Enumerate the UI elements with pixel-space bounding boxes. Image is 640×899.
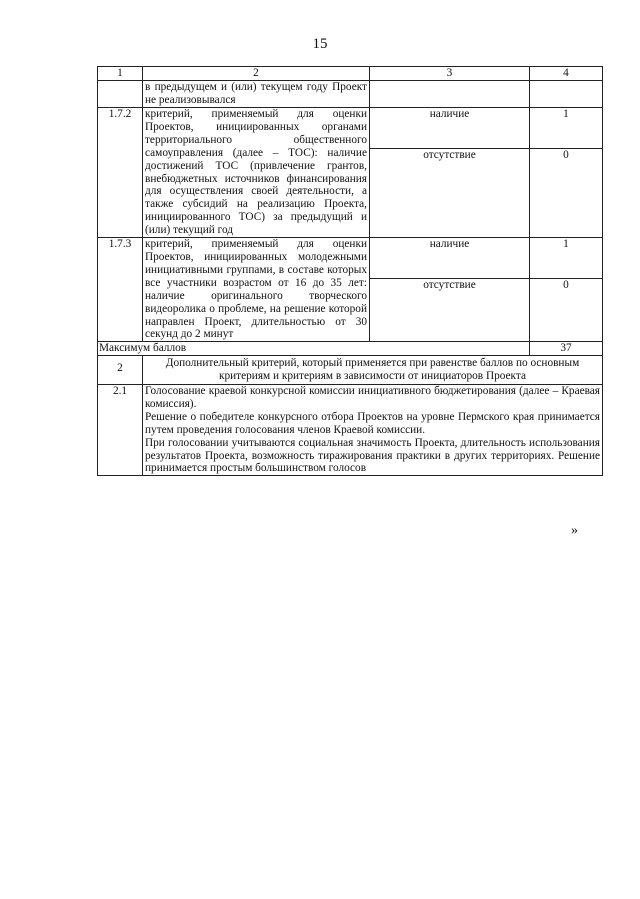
header-col-3: 3	[370, 67, 530, 81]
table-row-max-score	[98, 342, 603, 356]
voting-paragraph-2: Решение о победителе конкурсного отбора Проектов на уровне Пермского края принимается путем проведения голосования членов Краевой комиссии.	[145, 410, 600, 436]
criterion-number: 1.7.3	[98, 238, 143, 342]
criterion-number: 2.1	[98, 385, 143, 476]
cell-empty	[530, 81, 603, 108]
table-row-1-7-3	[98, 238, 603, 279]
header-col-4: 4	[530, 67, 603, 81]
score-present: 1	[530, 108, 603, 149]
table-row-2	[98, 356, 603, 385]
score-absent: 0	[530, 279, 603, 342]
additional-criterion-text: Дополнительный критерий, который применяется при равенстве баллов по основным критериям и критериям в зависимости от инициаторов Проекта	[143, 356, 603, 385]
voting-paragraph-1: Голосование краевой конкурсной комиссии инициативного бюджетирования (далее – Краевая комиссия).	[145, 385, 600, 410]
option-present: наличие	[370, 108, 530, 149]
max-score-label: Максимум баллов	[98, 342, 530, 356]
cell-empty	[370, 81, 530, 108]
criterion-number: 2	[98, 356, 143, 385]
header-col-2: 2	[143, 67, 370, 81]
criterion-text: критерий, применяемый для оценки Проектов, инициированных молодежными инициативными группами, в составе которых все участники возрастом от 16 до 35 лет: наличие оригинального творческого видеоролика о проблеме, на решение которой направлен Проект, длительностью от 30 секунд до 2 минут	[143, 238, 370, 342]
criterion-number: 1.7.2	[98, 108, 143, 238]
option-absent: отсутствие	[370, 149, 530, 238]
cell-empty	[98, 81, 143, 108]
max-score-value: 37	[530, 342, 603, 356]
header-col-1: 1	[98, 67, 143, 81]
continuation-text: в предыдущем и (или) текущем году Проект не реализовывался	[143, 81, 370, 108]
option-absent: отсутствие	[370, 279, 530, 342]
voting-description	[143, 385, 603, 476]
table-header-row	[98, 67, 603, 81]
voting-paragraph-3: При голосовании учитываются социальная значимость Проекта, длительность использования результатов Проекта, возможность тиражирования практики в других территориях. Решение принимается простым большинством голосов	[145, 436, 600, 475]
score-present: 1	[530, 238, 603, 279]
page-number: 15	[312, 36, 328, 52]
table-row-1-7-2	[98, 108, 603, 149]
closing-quote: »	[571, 523, 578, 538]
option-present: наличие	[370, 238, 530, 279]
table-row-2-1	[98, 385, 603, 476]
criteria-table	[97, 66, 603, 476]
criterion-text: критерий, применяемый для оценки Проектов, инициированных органами территориального общественного самоуправления (далее – ТОС): наличие достижений ТОС (привлечение грантов, внебюджетных источников финансирования для осуществления своей деятельности, а также субсидий на реализацию Проекта, инициированного ТОС) за предыдущий и (или) текущий год	[143, 108, 370, 238]
score-absent: 0	[530, 149, 603, 238]
table-row-continuation	[98, 81, 603, 108]
